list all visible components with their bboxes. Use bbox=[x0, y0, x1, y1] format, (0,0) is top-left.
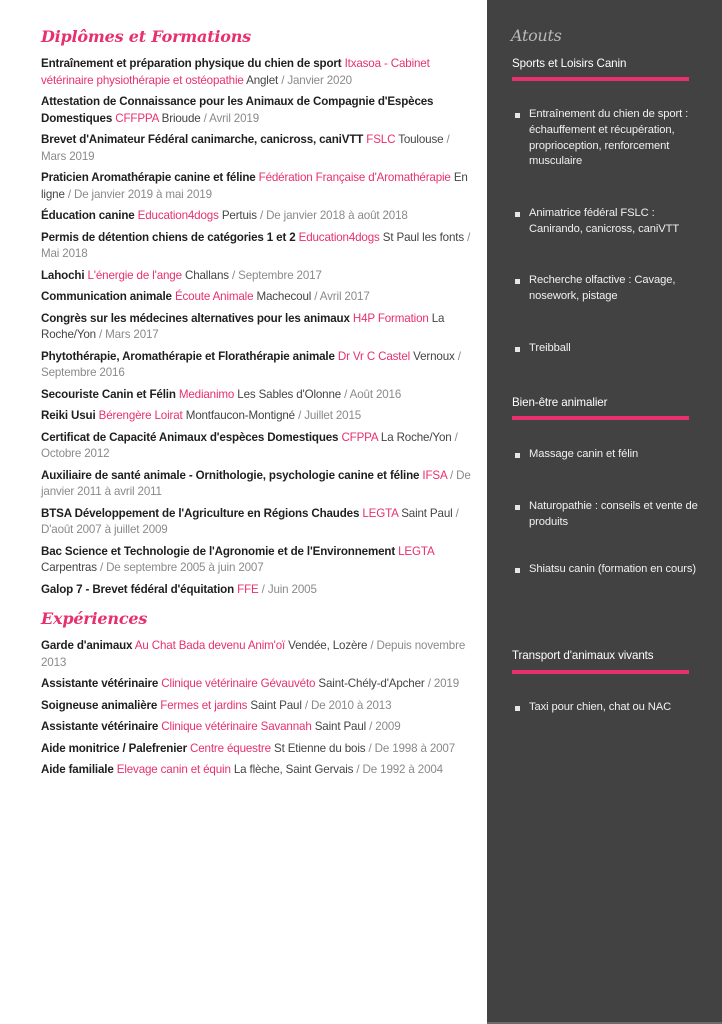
entry-place: En ligne bbox=[41, 171, 468, 201]
square-bullet-icon bbox=[515, 347, 520, 352]
diploma-entry bbox=[41, 230, 471, 263]
diploma-entry bbox=[41, 430, 471, 463]
diplomas-section-title: Diplômes et Formations bbox=[41, 27, 251, 46]
entry-title: Soigneuse animalière bbox=[41, 698, 158, 712]
entry-date: / 2009 bbox=[369, 720, 401, 733]
entry-title: Brevet d'Animateur Fédéral canimarche, canicross, caniVTT bbox=[41, 133, 364, 146]
entry-organization: Education4dogs bbox=[137, 209, 219, 222]
entry-place: St Paul les fonts bbox=[382, 230, 464, 244]
entry-title: Certificat de Capacité Animaux d'espèces Domestiques bbox=[41, 430, 339, 444]
entry-title: Aide familiale bbox=[41, 763, 114, 776]
group-title-sports: Sports et Loisirs Canin bbox=[512, 57, 627, 70]
entry-date: / Avril 2017 bbox=[314, 290, 370, 303]
square-bullet-icon bbox=[515, 279, 520, 284]
entry-organization: CFFPPA bbox=[115, 111, 159, 125]
group-divider bbox=[512, 416, 689, 420]
entry-title: Congrès sur les médecines alternatives pour les animaux bbox=[41, 311, 350, 325]
entry-date: / De janvier 2018 à août 2018 bbox=[259, 209, 408, 222]
entry-place: Machecoul bbox=[256, 290, 312, 303]
entry-place: St Etienne du bois bbox=[273, 741, 366, 755]
entry-place: Montfaucon-Montigné bbox=[185, 409, 295, 422]
diploma-entry bbox=[41, 208, 471, 225]
entry-date: / De 2010 à 2013 bbox=[304, 698, 392, 712]
entry-organization: Bérengère Loirat bbox=[98, 409, 183, 422]
entry-place: Vendée, Lozère bbox=[288, 639, 368, 652]
experience-entry bbox=[41, 741, 471, 758]
diploma-entry bbox=[41, 289, 471, 306]
sidebar-list-item: Entraînement du chien de sport : échauffement et récupération, proprioception, renforcement musculaire bbox=[515, 107, 709, 170]
entry-title: Assistante vétérinaire bbox=[41, 677, 159, 690]
experiences-list bbox=[41, 638, 471, 779]
entry-organization: LEGTA bbox=[362, 506, 399, 520]
diploma-entry bbox=[41, 544, 471, 577]
entry-place: La Roche/Yon bbox=[380, 430, 452, 444]
entry-place: Anglet bbox=[246, 73, 279, 87]
entry-place: Toulouse bbox=[398, 133, 444, 146]
entry-title: Entraînement et préparation physique du chien de sport bbox=[41, 57, 342, 70]
entry-place: Carpentras bbox=[41, 561, 97, 574]
main-column bbox=[41, 26, 471, 784]
group-title-transport: Transport d'animaux vivants bbox=[512, 649, 654, 662]
entry-organization: Au Chat Bada devenu Anim'oï bbox=[134, 639, 286, 652]
entry-organization: Dr Vr C Castel bbox=[337, 349, 411, 363]
entry-title: Assistante vétérinaire bbox=[41, 720, 159, 733]
diplomas-list bbox=[41, 56, 471, 598]
sidebar-list-item: Massage canin et félin bbox=[515, 447, 709, 463]
entry-organization: Itxasoa - Cabinet vétérinaire physiothérapie et ostéopathie bbox=[41, 57, 430, 87]
entry-organization: Clinique vétérinaire Gévauvéto bbox=[161, 677, 316, 690]
entry-date: / De 1998 à 2007 bbox=[368, 741, 456, 755]
entry-date: / De septembre 2005 à juin 2007 bbox=[99, 561, 264, 574]
entry-title: Bac Science et Technologie de l'Agronomie et de l'Environnement bbox=[41, 544, 396, 558]
diploma-entry bbox=[41, 132, 471, 165]
experience-entry bbox=[41, 698, 471, 715]
entry-organization: Centre équestre bbox=[190, 741, 271, 755]
experiences-section-title: Expériences bbox=[41, 609, 148, 628]
entry-place: Vernoux bbox=[413, 349, 455, 363]
square-bullet-icon bbox=[515, 212, 520, 217]
entry-date: / De janvier 2011 à avril 2011 bbox=[41, 468, 471, 498]
square-bullet-icon bbox=[515, 505, 520, 510]
entry-title: Éducation canine bbox=[41, 209, 135, 222]
entry-organization: L'énergie de l'ange bbox=[87, 268, 182, 282]
diploma-entry bbox=[41, 408, 471, 425]
diploma-entry bbox=[41, 268, 471, 285]
entry-organization: FSLC bbox=[366, 133, 396, 146]
entry-organization: Elevage canin et équin bbox=[116, 763, 231, 776]
entry-title: Phytothérapie, Aromathérapie et Florathérapie animale bbox=[41, 349, 335, 363]
sidebar-list-item: Recherche olfactive : Cavage, nosework, pistage bbox=[515, 273, 709, 305]
experience-entry bbox=[41, 719, 471, 736]
entry-place: Saint Paul bbox=[401, 506, 453, 520]
sidebar-list-item: Taxi pour chien, chat ou NAC bbox=[515, 700, 709, 716]
experience-entry bbox=[41, 676, 471, 693]
sidebar bbox=[487, 0, 722, 1024]
entry-date: / De 1992 à 2004 bbox=[356, 763, 443, 776]
diploma-entry bbox=[41, 582, 471, 599]
entry-date: / Avril 2019 bbox=[203, 111, 260, 125]
entry-date: / Mai 2018 bbox=[41, 230, 471, 260]
entry-date: / Août 2016 bbox=[344, 387, 402, 401]
diploma-entry bbox=[41, 56, 471, 89]
entry-title: Reiki Usui bbox=[41, 409, 96, 422]
diploma-entry bbox=[41, 311, 471, 344]
diploma-entry bbox=[41, 387, 471, 404]
entry-title: Permis de détention chiens de catégories 1 et 2 bbox=[41, 230, 296, 244]
entry-place: Saint Paul bbox=[250, 698, 302, 712]
entry-title: Secouriste Canin et Félin bbox=[41, 387, 176, 401]
entry-place: Saint Paul bbox=[314, 720, 367, 733]
entry-date: / Mars 2019 bbox=[41, 133, 450, 163]
entry-organization: Education4dogs bbox=[298, 230, 380, 244]
experience-entry bbox=[41, 762, 471, 779]
entry-organization: H4P Formation bbox=[352, 311, 429, 325]
entry-date: / Septembre 2017 bbox=[231, 268, 322, 282]
entry-date: / Depuis novembre 2013 bbox=[41, 639, 466, 669]
square-bullet-icon bbox=[515, 568, 520, 573]
entry-place: Les Sables d'Olonne bbox=[237, 387, 342, 401]
square-bullet-icon bbox=[515, 706, 520, 711]
entry-title: Attestation de Connaissance pour les Animaux de Compagnie d'Espèces Domestiques bbox=[41, 95, 434, 125]
entry-place: Saint-Chély-d'Apcher bbox=[318, 677, 425, 690]
group-title-wellbeing: Bien-être animalier bbox=[512, 396, 608, 409]
entry-date: / D'août 2007 à juillet 2009 bbox=[41, 506, 459, 536]
entry-organization: CFPPA bbox=[341, 430, 378, 444]
diploma-entry bbox=[41, 349, 471, 382]
entry-date: / De janvier 2019 à mai 2019 bbox=[67, 187, 212, 201]
experience-entry bbox=[41, 638, 471, 671]
entry-title: Aide monitrice / Palefrenier bbox=[41, 741, 187, 755]
entry-date: / Janvier 2020 bbox=[281, 73, 352, 87]
entry-organization: IFSA bbox=[422, 468, 447, 482]
entry-organization: Medianimo bbox=[178, 387, 235, 401]
entry-title: Communication animale bbox=[41, 290, 172, 303]
entry-organization: Fédération Française d'Aromathérapie bbox=[258, 171, 451, 184]
sidebar-heading: Atouts bbox=[511, 26, 562, 45]
entry-organization: FFE bbox=[237, 582, 259, 596]
entry-place: La Roche/Yon bbox=[41, 311, 445, 341]
square-bullet-icon bbox=[515, 453, 520, 458]
square-bullet-icon bbox=[515, 113, 520, 118]
entry-organization: LEGTA bbox=[398, 544, 434, 558]
entry-organization: Écoute Animale bbox=[174, 290, 254, 303]
sidebar-list-item: Naturopathie : conseils et vente de produits bbox=[515, 499, 709, 531]
entry-place: Brioude bbox=[161, 111, 201, 125]
entry-date: / 2019 bbox=[427, 677, 460, 690]
entry-date: / Juin 2005 bbox=[261, 582, 317, 596]
entry-organization: Fermes et jardins bbox=[160, 698, 248, 712]
entry-place: Challans bbox=[184, 268, 229, 282]
entry-title: Galop 7 - Brevet fédéral d'équitation bbox=[41, 582, 235, 596]
entry-title: Lahochi bbox=[41, 268, 85, 282]
entry-title: Auxiliaire de santé animale - Ornithologie, psychologie canine et féline bbox=[41, 468, 420, 482]
entry-date: / Septembre 2016 bbox=[41, 349, 461, 379]
diploma-entry bbox=[41, 506, 471, 539]
diploma-entry bbox=[41, 170, 471, 203]
entry-place: Pertuis bbox=[221, 209, 257, 222]
entry-title: Praticien Aromathérapie canine et féline bbox=[41, 171, 256, 184]
diploma-entry bbox=[41, 94, 471, 127]
entry-organization: Clinique vétérinaire Savannah bbox=[161, 720, 312, 733]
entry-title: BTSA Développement de l'Agriculture en Régions Chaudes bbox=[41, 506, 360, 520]
sidebar-list-item: Animatrice fédéral FSLC : Canirando, canicross, caniVTT bbox=[515, 206, 709, 238]
entry-date: / Mars 2017 bbox=[99, 328, 159, 341]
sidebar-list-item: Treibball bbox=[515, 341, 709, 357]
entry-place: La flèche, Saint Gervais bbox=[233, 763, 354, 776]
sidebar-list-item: Shiatsu canin (formation en cours) bbox=[515, 562, 709, 578]
entry-date: / Juillet 2015 bbox=[298, 409, 362, 422]
group-divider bbox=[512, 670, 689, 674]
entry-date: / Octobre 2012 bbox=[41, 430, 458, 460]
group-divider bbox=[512, 77, 689, 81]
diploma-entry bbox=[41, 468, 471, 501]
entry-title: Garde d'animaux bbox=[41, 639, 133, 652]
